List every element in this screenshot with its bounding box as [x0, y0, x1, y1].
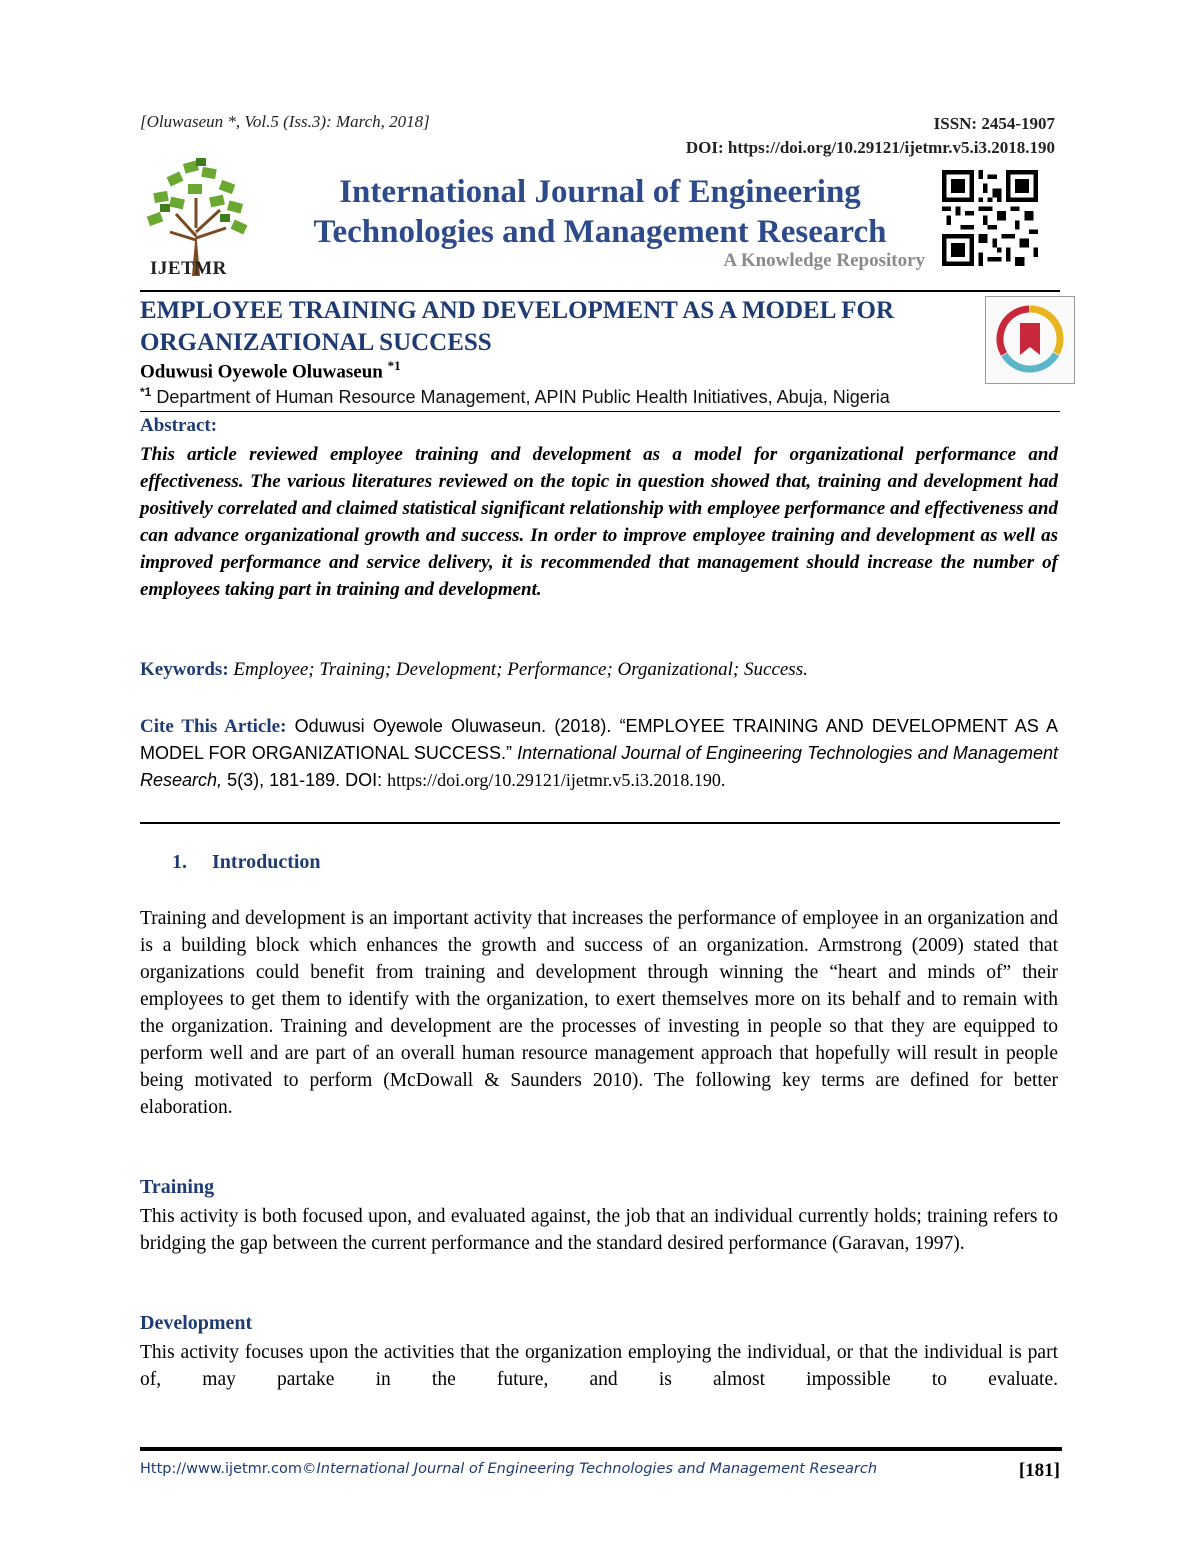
- training-paragraph: This activity is both focused upon, and evaluated against, the job that an individual currently holds; training refers to bridging the gap between the current performance and the standard desired performance (Garavan, 1997).: [140, 1206, 1058, 1254]
- citation-text: Oduwusi Oyewole Oluwaseun. (2018). “EMPLOYEE TRAINING AND DEVELOPMENT AS A MODEL FOR ORGANIZATIONAL SUCCESS.”: [140, 716, 1059, 763]
- affiliation-rule: [140, 411, 1060, 412]
- citation-doi-link[interactable]: https://doi.org/10.29121/ijetmr.v5.i3.2018.190.: [387, 770, 726, 790]
- paper-title-line-2: ORGANIZATIONAL SUCCESS: [140, 329, 492, 356]
- title-top-rule: [140, 290, 1060, 292]
- affiliation-text: Department of Human Resource Management, APIN Public Health Initiatives, Abuja, Nigeria: [156, 387, 890, 407]
- page-number: [181]: [1018, 1460, 1060, 1481]
- citation-rule: [140, 822, 1060, 824]
- citation-volume: 5(3), 181-189. DOI:: [227, 770, 383, 790]
- doi[interactable]: DOI: https://doi.org/10.29121/ijetmr.v5.i3.2018.190: [685, 138, 1055, 157]
- abstract-text: This article reviewed employee training and development as a model for organizational performance and effectiveness. The various literatures reviewed on the topic in question showed that, training and development had positively correlated and claimed statistical significant relationship with employee performance and effectiveness and can advance organizational growth and success. In order to improve employee training and development as well as improved performance and service delivery, it is recommended that management should increase the number of employees taking part in training and development.: [140, 444, 1058, 600]
- paper-title: [140, 295, 990, 359]
- keywords-label: Keywords:: [140, 659, 229, 680]
- subheading-training: Training: [140, 1176, 215, 1198]
- journal-title-line-1: International Journal of Engineering: [339, 174, 861, 210]
- qr-code-icon[interactable]: [942, 170, 1038, 266]
- development-paragraph: This activity focuses upon the activities that the organization employing the individual, or that the individual is part of, may partake in the future, and is almost impossible to evaluate.: [140, 1342, 1058, 1390]
- author-name: [140, 358, 401, 383]
- citation-block: [140, 713, 1058, 794]
- journal-title-line-2: Technologies and Management Research: [313, 214, 887, 250]
- subheading-development: Development: [140, 1312, 253, 1334]
- issn: ISSN: 2454-1907: [933, 114, 1055, 133]
- section-heading-introduction: [172, 851, 321, 874]
- author-mark: *1: [387, 358, 401, 373]
- citation-journal: International Journal of Engineering Technologies and Management Research,: [140, 743, 1059, 790]
- abstract-heading: Abstract:: [140, 415, 218, 436]
- footer: [140, 1461, 877, 1477]
- footer-url-link[interactable]: Http://www.ijetmr.com: [140, 1461, 302, 1477]
- section-number: 1.: [172, 851, 187, 873]
- introduction-paragraph: Training and development is an important activity that increases the performance of employee in an organization and is a building block which enhances the growth and success of an organization. Armstrong (2009) stated that organizations could benefit from training and development through winning the “heart and minds of” their employees to get them to identify with the organization, to exert themselves more on its behalf and to remain with the organization. Training and development are the processes of investing in people so that they are equipped to perform well and are part of an overall human resource management approach that hopefully will result in people being motivated to perform (McDowall & Saunders 2010). The following key terms are defined for better elaboration.: [140, 908, 1058, 1118]
- citation-label: Cite This Article:: [140, 716, 287, 737]
- author-name-text: Oduwusi Oyewole Oluwaseun: [140, 361, 383, 383]
- journal-abbreviation: IJETMR: [150, 258, 227, 279]
- author-affiliation: [140, 385, 1052, 408]
- journal-tagline: A Knowledge Repository: [723, 250, 925, 271]
- check-for-updates-icon[interactable]: [985, 296, 1075, 384]
- footer-copyright: ©International Journal of Engineering Technologies and Management Research: [302, 1461, 878, 1477]
- journal-title: [270, 172, 930, 252]
- footer-rule: [140, 1447, 1062, 1451]
- keywords: [140, 659, 1058, 681]
- section-title: Introduction: [212, 851, 321, 873]
- affiliation-mark: *1: [140, 385, 152, 399]
- issn-doi-block: [686, 112, 1055, 160]
- running-header: [Oluwaseun *, Vol.5 (Iss.3): March, 2018]: [140, 112, 430, 131]
- paper-title-line-1: EMPLOYEE TRAINING AND DEVELOPMENT AS A MODEL FOR: [140, 297, 895, 324]
- keywords-text: Employee; Training; Development; Performance; Organizational; Success.: [233, 659, 808, 680]
